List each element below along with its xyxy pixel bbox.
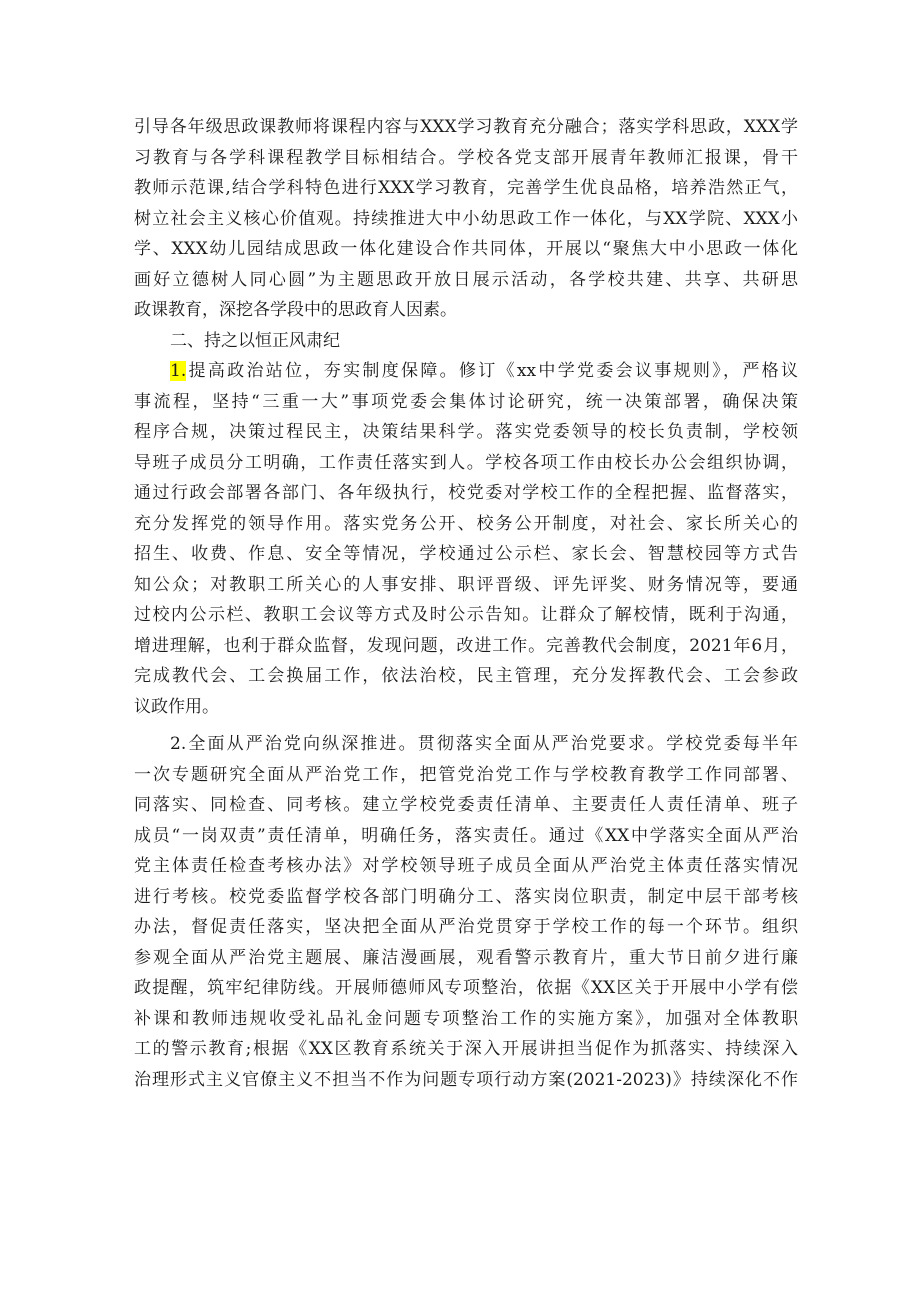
paragraph-spacer — [134, 722, 798, 729]
text-line: 补课和教师违规收受礼品礼金问题专项整治工作的实施方案》，加强对全体教职 — [134, 1008, 798, 1029]
text-line: 一次专题研究全面从严治党工作，把管党治党工作与学校教育教学工作同部署、 — [134, 764, 798, 785]
text-line: 完成教代会、工会换届工作，依法治校，民主管理，充分发挥教代会、工会参政 — [134, 666, 798, 686]
text-line: 同落实、同检查、同考核。建立学校党委责任清单、主要责任人责任清单、班子 — [134, 795, 798, 815]
section-heading: 二、持之以恒正风肃纪 — [170, 330, 340, 351]
text-line: 政提醒，筑牢纪律防线。开展师德师风专项整治，依据《XX区关于开展中小学有偿 — [134, 978, 798, 998]
paragraph-3 — [134, 729, 798, 1095]
text-line: 党主体责任检查考核办法》对学校领导班子成员全面从严治党主体责任落实情况 — [134, 856, 798, 876]
paragraph-1 — [134, 112, 798, 326]
text-line: 进行考核。校党委监督学校各部门明确分工、落实岗位职责，制定中层干部考核 — [134, 886, 798, 907]
text-line: 程序合规，决策过程民主，决策结果科学。落实党委领导的校长负责制，学校领 — [134, 422, 798, 442]
paragraph-2 — [134, 356, 798, 722]
text-line: 教师示范课,结合学科特色进行XXX学习教育，完善学生优良品格，培养浩然正气， — [134, 178, 798, 198]
text-line: 成员“一岗双责”责任清单，明确任务，落实责任。通过《XX中学落实全面从严治 — [134, 825, 798, 846]
text-line: 导班子成员分工明确，工作责任落实到人。学校各项工作由校长办公会组织协调， — [134, 452, 798, 473]
text-line: 学、XXX幼儿园结成思政一体化建设合作共同体，开展以“聚焦大中小思政一体化 — [134, 239, 798, 259]
text-line: 增进理解，也利于群众监督，发现问题，改进工作。完善教代会制度，2021年6月， — [134, 635, 798, 656]
text-line: 习教育与各学科课程教学目标相结合。学校各党支部开展青年教师汇报课，骨干 — [134, 147, 798, 168]
paragraph-first-line: 2.全面从严治党向纵深推进。贯彻落实全面从严治党要求。学校党委每半年 — [170, 734, 798, 754]
text-line: 画好立德树人同心圆”为主题思政开放日展示活动，各学校共建、共享、共研思 — [134, 269, 798, 290]
text-line: 议政作用。 — [134, 696, 219, 717]
text-line: 治理形式主义官僚主义不担当不作为问题专项行动方案(2021-2023)》持续深化不作 — [134, 1069, 798, 1090]
document-body — [134, 112, 798, 1095]
text-line: 政课教育，深挖各学段中的思政育人因素。 — [134, 300, 457, 320]
highlighted-number: 1. — [170, 361, 187, 381]
text-line: 树立社会主义核心价值观。持续推进大中小幼思政工作一体化，与XX学院、XXX小 — [134, 208, 798, 229]
text-run: 提高政治站位，夯实制度保障。修订《xx中学党委会议事规则》，严格议 — [186, 361, 798, 381]
text-line: 充分发挥党的领导作用。落实党务公开、校务公开制度，对社会、家长所关心的 — [134, 513, 798, 534]
text-line: 工的警示教育;根据《XX区教育系统关于深入开展讲担当促作为抓落实、持续深入 — [134, 1039, 798, 1059]
text-line: 通过行政会部署各部门、各年级执行，校党委对学校工作的全程把握、监督落实， — [134, 483, 798, 503]
text-line: 过校内公示栏、教职工会议等方式及时公示告知。让群众了解校情，既利于沟通， — [134, 605, 798, 625]
text-line: 参观全面从严治党主题展、廉洁漫画展，观看警示教育片，重大节日前夕进行廉 — [134, 947, 798, 968]
text-line: 知公众；对教职工所关心的人事安排、职评晋级、评先评奖、财务情况等，要通 — [134, 574, 798, 595]
text-line: 引导各年级思政课教师将课程内容与XXX学习教育充分融合；落实学科思政，XXX学 — [134, 117, 798, 137]
text-line: 招生、收费、作息、安全等情况，学校通过公示栏、家长会、智慧校园等方式告 — [134, 544, 798, 564]
text-line: 事流程，坚持“三重一大”事项党委会集体讨论研究，统一决策部署，确保决策 — [134, 391, 798, 412]
text-line: 办法，督促责任落实，坚决把全面从严治党贯穿于学校工作的每一个环节。组织 — [134, 917, 798, 937]
paragraph-first-line — [134, 356, 798, 387]
